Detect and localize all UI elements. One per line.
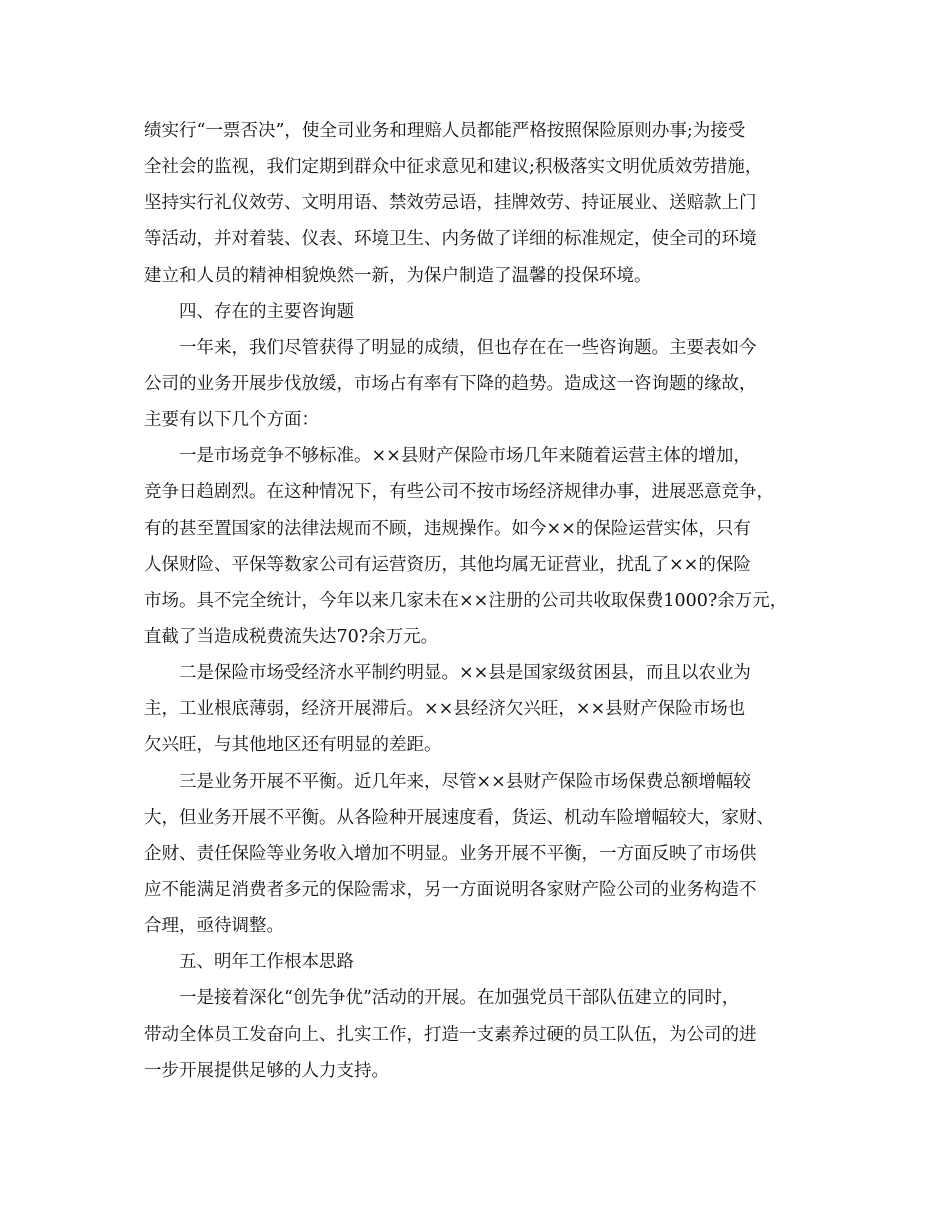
text-line: 等活动，并对着装、仪表、环境卫生、内务做了详细的标准规定，使全司的环境 [144,229,757,250]
text-line: 一是接着深化“创先争优”活动的开展。在加强党员干部队伍建立的同时， [179,988,740,1009]
text-line: 欠兴旺，与其他地区还有明显的差距。 [144,735,442,756]
text-line: 一年来，我们尽管获得了明显的成绩，但也存在在一些咨询题。主要表如今 [179,337,757,358]
text-line: 绩实行“一票否决”，使全司业务和理赔人员都能严格按照保险原则办事;为接受 [144,121,746,141]
text-line: 主要有以下几个方面： [144,410,319,431]
text-line: 应不能满足消费者多元的保险需求，另一方面说明各家财产险公司的业务构造不 [144,879,757,900]
text-line: 一是市场竞争不够标准。××县财产保险市场几年来随着运营主体的增加， [179,446,751,467]
text-line: 三是业务开展不平衡。近几年来，尽管××县财产保险市场保费总额增幅较 [179,771,751,792]
text-line: 五、明年工作根本思路 [179,952,354,973]
text-line: 带动全体员工发奋向上、扎实工作，打造一支素养过硬的员工队伍，为公司的进 [144,1024,757,1045]
text-line: 公司的业务开展步伐放缓，市场占有率有下降的趋势。造成这一咨询题的缘故， [144,373,757,394]
text-line: 合理，亟待调整。 [144,916,284,937]
text-line: 企财、责任保险等业务收入增加不明显。业务开展不平衡，一方面反映了市场供 [144,843,757,864]
text-line: 全社会的监视，我们定期到群众中征求意见和建议;积极落实文明优质效劳措施， [144,157,763,178]
text-line: 人保财险、平保等数家公司有运营资历，其他均属无证营业，扰乱了××的保险 [144,554,751,575]
text-line: 二是保险市场受经济水平制约明显。××县是国家级贫困县，而且以农业为 [179,663,751,684]
text-line: 坚持实行礼仪效劳、文明用语、禁效劳忌语，挂牌效劳、持证展业、送赔款上门 [144,193,757,214]
text-line: 主，工业根底薄弱，经济开展滞后。××县经济欠兴旺，××县财产保险市场也 [144,699,746,720]
text-line: 直截了当造成税费流失达70?余万元。 [144,626,439,647]
text-line: 市场。具不完全统计，今年以来几家未在××注册的公司共收取保费1000?余万元， [144,590,788,611]
text-line: 大，但业务开展不平衡。从各险种开展速度看，货运、机动车险增幅较大，家财、 [144,807,774,828]
text-line: 四、存在的主要咨询题 [179,301,354,322]
document-body [144,113,814,1089]
text-line: 竞争日趋剧烈。在这种情况下，有些公司不按市场经济规律办事，进展恶意竞争， [144,482,774,503]
text-line: 有的甚至置国家的法律法规而不顾，违规操作。如今××的保险运营实体，只有 [144,518,751,539]
text-line: 建立和人员的精神相貌焕然一新，为保户制造了温馨的投保环境。 [144,265,652,286]
text-line: 一步开展提供足够的人力支持。 [144,1060,389,1081]
